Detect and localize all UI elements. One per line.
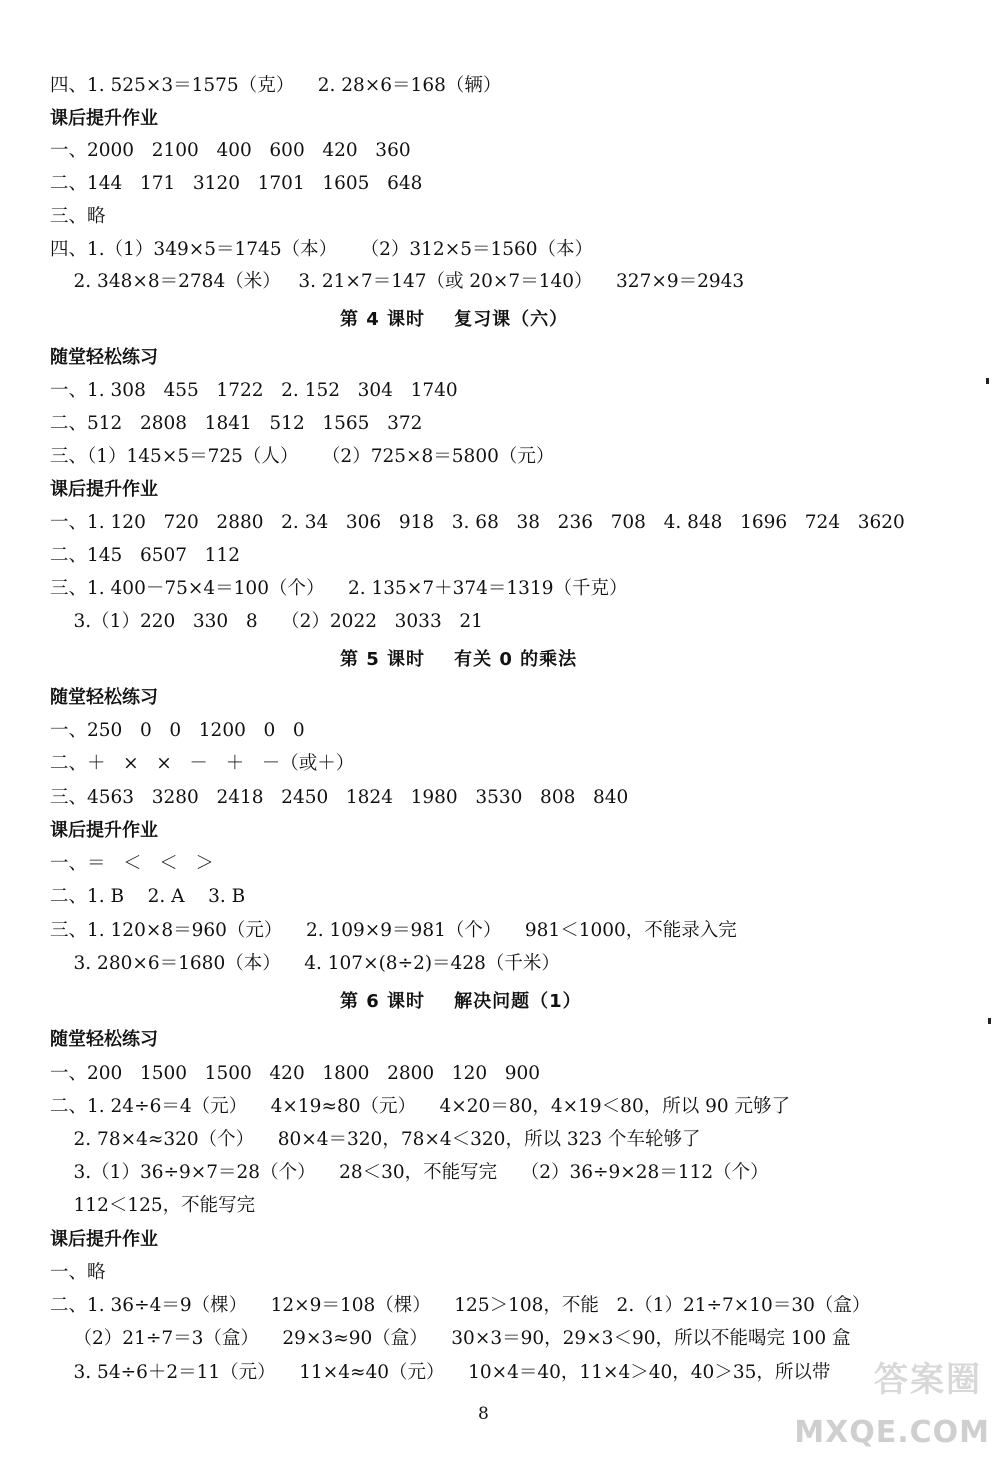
lesson-title: 第 4 课时 复习课（六） xyxy=(340,309,569,330)
answer-line: 一、2000 2100 400 600 420 360 xyxy=(50,140,411,161)
answer-line: 二、145 6507 112 xyxy=(50,545,240,566)
answer-line: 四、1. 525×3＝1575（克） 2. 28×6＝168（辆） xyxy=(50,75,502,96)
answer-line: 2. 348×8＝2784（米） 3. 21×7＝147（或 20×7＝140） 327×9＝2943 xyxy=(50,271,745,292)
answer-line: 二、1. 24÷6＝4（元） 4×19≈80（元） 4×20＝80，4×19＜80，所以 90 元够了 xyxy=(50,1096,791,1117)
lesson-title: 第 5 课时 有关 0 的乘法 xyxy=(340,649,578,670)
section-heading: 随堂轻松练习 xyxy=(50,347,158,368)
answer-line: 3.（1）36÷9×7＝28（个） 28＜30，不能写完 （2）36÷9×28＝112（个） xyxy=(50,1162,769,1183)
watermark-logo xyxy=(794,1352,990,1452)
answer-line: 2. 78×4≈320（个） 80×4＝320，78×4＜320，所以 323 个车轮够了 xyxy=(50,1129,701,1150)
answer-line: 四、1.（1）349×5＝1745（本） （2）312×5＝1560（本） xyxy=(50,239,594,260)
answer-line: 二、1. 36÷4＝9（棵） 12×9＝108（棵） 125＞108，不能 2.（1）21÷7×10＝30（盒） xyxy=(50,1295,871,1316)
section-heading: 随堂轻松练习 xyxy=(50,1029,158,1050)
answer-line: 一、200 1500 1500 420 1800 2800 120 900 xyxy=(50,1063,541,1084)
page-number: 8 xyxy=(478,1404,489,1424)
section-heading: 课后提升作业 xyxy=(50,820,158,841)
watermark-top: 答案圈 xyxy=(874,1360,982,1400)
scan-mark xyxy=(988,1018,991,1024)
answer-line: 二、＋ × × － ＋ －（或＋） xyxy=(50,753,355,774)
answer-line: 3. 54÷6＋2＝11（元） 11×4≈40（元） 10×4＝40，11×4＞40，40＞35，所以带 xyxy=(50,1362,831,1383)
section-heading: 课后提升作业 xyxy=(50,1229,158,1250)
lesson-title: 第 6 课时 解决问题（1） xyxy=(340,991,582,1012)
answer-line: 一、＝ ＜ ＜ ＞ xyxy=(50,853,214,874)
answer-line: 三、4563 3280 2418 2450 1824 1980 3530 808 840 xyxy=(50,787,629,808)
answer-line: 一、略 xyxy=(50,1262,106,1283)
answer-line: 三、略 xyxy=(50,206,106,227)
answer-line: 3.（1）220 330 8 （2）2022 3033 21 xyxy=(50,611,483,632)
answer-line: 二、512 2808 1841 512 1565 372 xyxy=(50,413,423,434)
scan-mark xyxy=(986,378,989,384)
watermark-bottom: MXQE.COM xyxy=(794,1415,990,1450)
section-heading: 课后提升作业 xyxy=(50,479,158,500)
answer-line: 二、144 171 3120 1701 1605 648 xyxy=(50,173,423,194)
answer-line: 一、1. 308 455 1722 2. 152 304 1740 xyxy=(50,380,458,401)
answer-line: 3. 280×6＝1680（本） 4. 107×(8÷2)＝428（千米） xyxy=(50,953,560,974)
answer-line: 一、250 0 0 1200 0 0 xyxy=(50,720,305,741)
answer-line: （2）21÷7＝3（盒） 29×3≈90（盒） 30×3＝90，29×3＜90，所以不能喝完 100 盒 xyxy=(50,1328,851,1349)
section-heading: 随堂轻松练习 xyxy=(50,687,158,708)
answer-line: 三、1. 120×8＝960（元） 2. 109×9＝981（个） 981＜1000，不能录入完 xyxy=(50,920,737,941)
answer-line: 二、1. B 2. A 3. B xyxy=(50,886,246,907)
answer-line: 112＜125，不能写完 xyxy=(50,1195,256,1216)
section-heading: 课后提升作业 xyxy=(50,108,158,129)
answer-line: 三、（1）145×5＝725（人） （2）725×8＝5800（元） xyxy=(50,446,555,467)
answer-line: 一、1. 120 720 2880 2. 34 306 918 3. 68 38 236 708 4. 848 1696 724 3620 xyxy=(50,512,905,533)
answer-line: 三、1. 400－75×4＝100（个） 2. 135×7＋374＝1319（千克） xyxy=(50,578,628,599)
